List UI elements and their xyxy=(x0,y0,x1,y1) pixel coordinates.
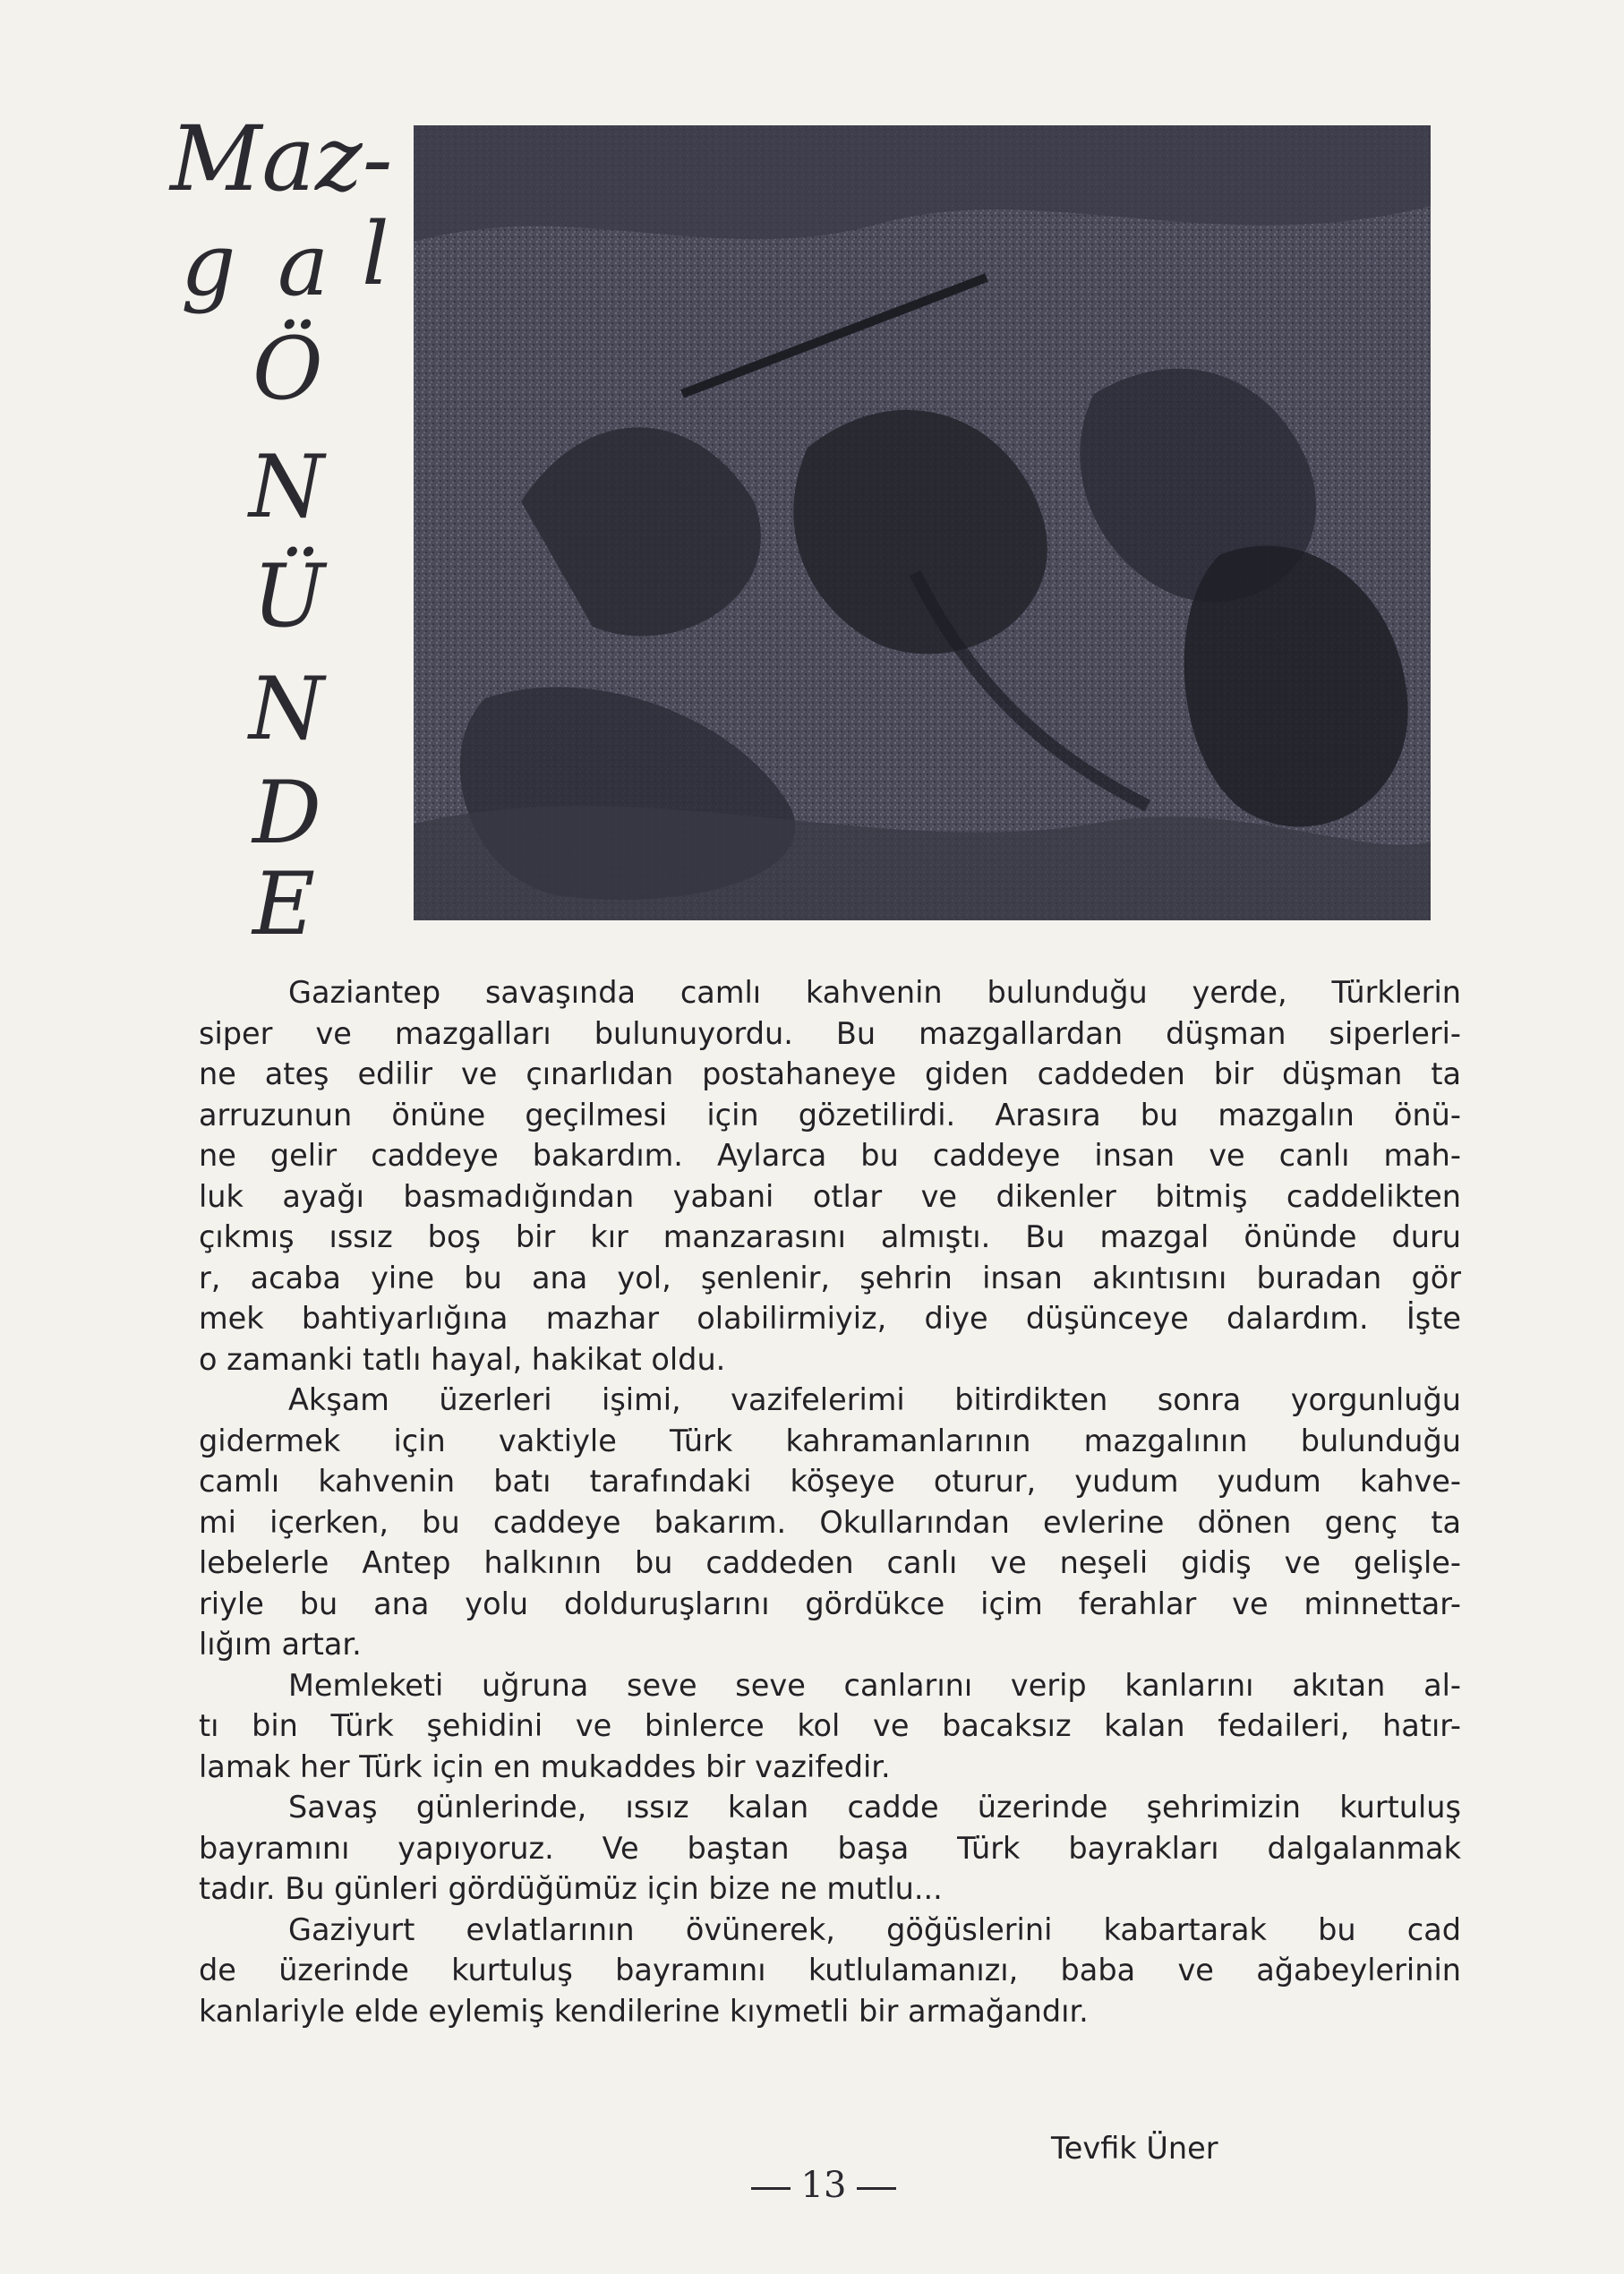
text-line: siper ve mazgalları bulunuyordu. Bu mazgallardan düşman siperleri- xyxy=(199,1015,1461,1051)
text-line: gidermek için vaktiyle Türk kahramanlarının mazgalının bulunduğu xyxy=(199,1423,1461,1458)
battle-scene-photo xyxy=(414,125,1431,920)
title-letter-e: E xyxy=(252,854,316,954)
text-line: Gaziyurt evlatlarının övünerek, göğüslerini kabartarak bu cad xyxy=(288,1911,1461,1947)
text-line: arruzunun önüne geçilmesi için gözetilirdi. Arasıra bu mazgalın önü- xyxy=(199,1097,1461,1133)
paragraph-2 xyxy=(199,1380,1461,1665)
paragraph-5 xyxy=(199,1910,1461,2032)
text-line: tı bin Türk şehidini ve binlerce kol ve bacaksız kalan fedaileri, hatır- xyxy=(199,1708,1461,1743)
paragraph-1 xyxy=(199,972,1461,1380)
text-line: Savaş günlerinde, ıssız kalan cadde üzerinde şehrimizin kurtuluş xyxy=(288,1790,1461,1825)
text-line: Memleketi uğruna seve seve canlarını verip kanlarını akıtan al- xyxy=(288,1667,1461,1703)
title-letter-d: D xyxy=(252,763,321,863)
page-number-value: 13 xyxy=(800,2165,847,2206)
article-body xyxy=(199,972,1461,2031)
page-number xyxy=(734,2165,913,2206)
paragraph-3 xyxy=(199,1665,1461,1788)
text-line: bayramını yapıyoruz. Ve baştan başa Türk bayrakları dalgalanmak xyxy=(199,1830,1461,1866)
text-line: luk ayağı basmadığından yabani otlar ve dikenler bitmiş caddelikten xyxy=(199,1178,1461,1214)
title-letter-o: Ö xyxy=(252,319,323,419)
title-letter-l: l xyxy=(362,204,389,304)
text-line: ne gelir caddeye bakardım. Aylarca bu caddeye insan ve canlı mah- xyxy=(199,1138,1461,1173)
text-line: lığım artar. xyxy=(199,1627,362,1662)
text-line: ne ateş edilir ve çınarlıdan postahaneye giden caddeden bir düşman ta xyxy=(199,1056,1461,1091)
page-number-dash-right xyxy=(857,2187,896,2190)
text-line: camlı kahvenin batı tarafındaki köşeye oturur, yudum yudum kahve- xyxy=(199,1464,1461,1499)
text-line: tadır. Bu günleri gördüğümüz için bize ne mutlu... xyxy=(199,1871,943,1906)
text-line: Akşam üzerleri işimi, vazifelerimi bitirdikten sonra yorgunluğu xyxy=(288,1382,1461,1417)
text-line: mi içerken, bu caddeye bakarım. Okullarından evlerine dönen genç ta xyxy=(199,1504,1461,1540)
text-line: Gaziantep savaşında camlı kahvenin bulunduğu yerde, Türklerin xyxy=(288,975,1461,1010)
page-number-dash-left xyxy=(751,2187,791,2190)
text-line: de üzerinde kurtuluş bayramını kutlulamanızı, baba ve ağabeylerinin xyxy=(199,1953,1461,1988)
text-line: çıkmış ıssız boş bir kır manzarasını almıştı. Bu mazgal önünde duru xyxy=(199,1219,1461,1254)
author-signature: Tevfik Üner xyxy=(1051,2131,1218,2166)
text-line: lebelerle Antep halkının bu caddeden canlı ve neşeli gidiş ve gelişle- xyxy=(199,1545,1461,1580)
paragraph-4 xyxy=(199,1787,1461,1910)
text-line: riyle bu ana yolu dolduruşlarını gördükce içim ferahlar ve minnettar- xyxy=(199,1586,1461,1621)
title-letter-n2: N xyxy=(249,659,324,759)
text-line: mek bahtiyarlığına mazhar olabilirmiyiz, diye düşünceye dalardım. İşte xyxy=(199,1301,1461,1336)
title-letter-n1: N xyxy=(249,437,324,537)
title-letter-u: Ü xyxy=(252,546,325,646)
title-letter-g: g xyxy=(181,215,236,315)
text-line: r, acaba yine bu ana yol, şenlenir, şehrin insan akıntısını buradan gör xyxy=(199,1260,1461,1295)
title-letter-a: a xyxy=(278,215,329,315)
title-letter-maz: Maz- xyxy=(170,107,393,211)
text-line: o zamanki tatlı hayal, hakikat oldu. xyxy=(199,1341,726,1377)
text-line: kanlariyle elde eylemiş kendilerine kıymetli bir armağandır. xyxy=(199,1993,1089,2029)
text-line: lamak her Türk için en mukaddes bir vazifedir. xyxy=(199,1748,891,1784)
